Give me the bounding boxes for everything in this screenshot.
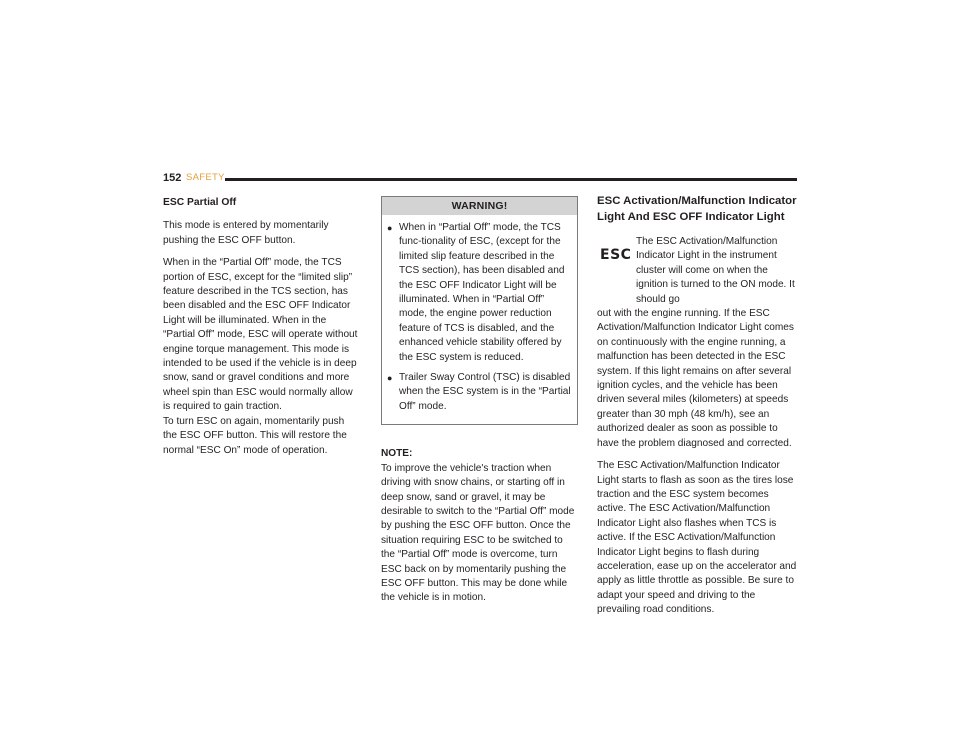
header-rule — [225, 178, 797, 181]
paragraph: The ESC Activation/Malfunction Indicator Light starts to flash as soon as the tires lose traction and the ESC system becomes active. The ESC Activation/Malfunction Indicator Light also flashes when TCS is active. If the ESC Activation/Malfunction Indicator Light begins to flash during acceleration, ease up on the accelerator and apply as little throttle as possible. Be sure to adapt your speed and driving to the prevailing road conditions. — [597, 460, 797, 616]
bullet-icon: ● — [387, 373, 393, 384]
note-block — [381, 447, 578, 605]
paragraph: out with the engine running. If the ESC Activation/Malfunction Indicator Light comes on continuously with the engine running, a malfunction has been detected in the ESC system. If this light remains on after several ignition cycles, and the vehicle has been driven several miles (kilometers) at speeds greater than 30 mph (48 km/h), see an authorized dealer as soon as possible to have the problem diagnosed and corrected. — [597, 308, 794, 449]
warning-body — [382, 215, 577, 424]
warning-item — [386, 371, 573, 414]
paragraph: The ESC Activation/Malfunction Indicator Light in the instrument cluster will come on when the ignition is turned to the ON mode. It should go — [636, 236, 795, 305]
warning-title: WARNING! — [382, 197, 577, 215]
paragraph: This mode is entered by momentarily pushing the ESC OFF button. — [163, 220, 329, 246]
warning-item — [386, 221, 573, 365]
esc-indicator-icon: ESC — [600, 247, 632, 263]
page-header — [163, 172, 797, 186]
esc-indicator-heading: ESC Activation/Malfunction Indicator Light And ESC OFF Indicator Light — [597, 195, 797, 223]
warning-item-text: When in “Partial Off” mode, the TCS func-tionality of ESC, (except for the limited slip feature described in the TCS section), has been disabled and the ESC OFF Indicator Light will be illuminated. When in “Partial Off” mode, the engine power reduction feature of TCS is disabled, and the enhanced vehicle stability offered by the ESC system is reduced. — [399, 222, 565, 363]
paragraph: When in the “Partial Off” mode, the TCS portion of ESC, except for the “limited slip” feature described in the TCS section, has been disabled and the ESC OFF Indicator Light will be illuminated. When in the “Partial Off” mode, ESC will operate without engine torque management. This mode is intended to be used if the vehicle is in deep snow, sand or gravel conditions and more wheel spin than ESC would normally allow is required to gain traction. — [163, 257, 358, 413]
warning-box — [381, 196, 578, 425]
esc-partial-off-heading: ESC Partial Off — [163, 197, 237, 208]
column-left — [163, 196, 360, 466]
column-middle — [381, 196, 578, 606]
section-title: SAFETY — [186, 172, 225, 183]
esc-indicator-block — [597, 235, 797, 451]
page-number: 152 — [163, 172, 182, 184]
column-right — [597, 193, 797, 626]
bullet-icon: ● — [387, 223, 393, 233]
warning-item-text: Trailer Sway Control (TSC) is disabled when the ESC system is in the “Partial Off” mode. — [399, 372, 571, 412]
paragraph: To turn ESC on again, momentarily push the ESC OFF button. This will restore the normal “ESC On” mode of operation. — [163, 415, 347, 456]
note-text: To improve the vehicle's traction when driving with snow chains, or starting off in deep snow, sand or gravel, it may be desirable to switch to the “Partial Off” mode by pushing the ESC OFF button. Once the situation requiring ESC to be switched to the “Partial Off” mode is overcome, turn ESC back on by momentarily pushing the ESC OFF button. This may be done while the vehicle is in motion. — [381, 462, 575, 604]
note-label: NOTE: — [381, 448, 413, 460]
